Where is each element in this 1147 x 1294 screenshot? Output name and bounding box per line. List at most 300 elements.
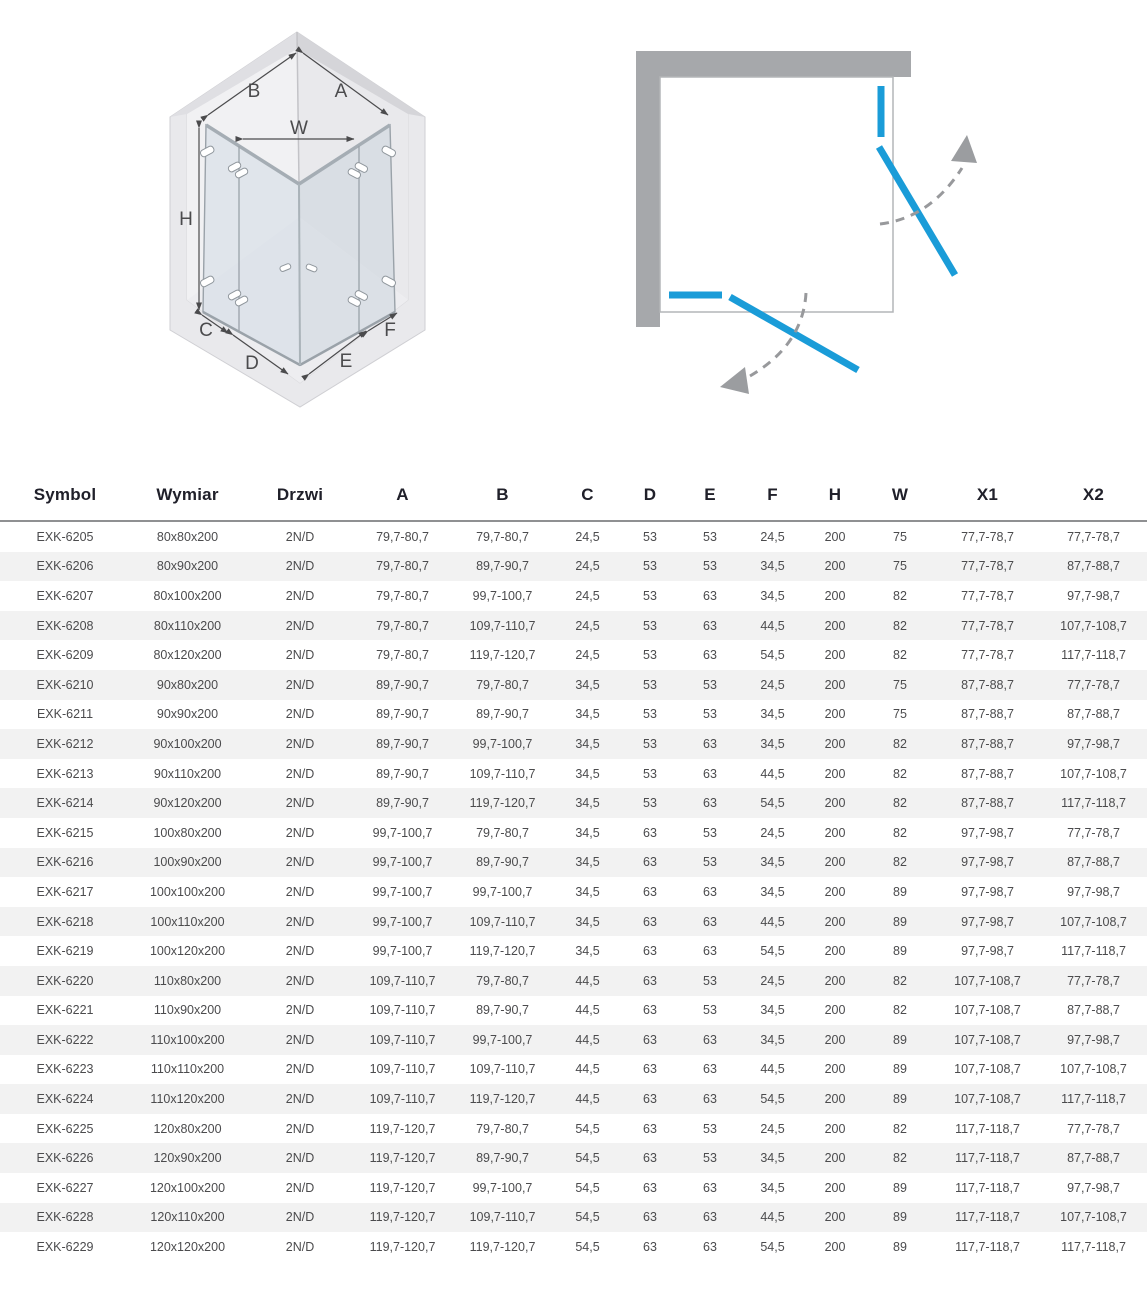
table-cell: 53 xyxy=(643,707,657,722)
table-cell: 89,7-90,7 xyxy=(376,766,429,781)
table-cell: 200 xyxy=(824,1032,846,1047)
table-cell: 34,5 xyxy=(760,1032,785,1047)
table-cell: 63 xyxy=(643,1151,657,1166)
table-cell: 79,7-80,7 xyxy=(476,529,529,544)
table-cell: 110x110x200 xyxy=(150,1062,225,1077)
table-cell: 109,7-110,7 xyxy=(469,914,536,929)
table-row xyxy=(0,1114,1147,1144)
table-cell: 63 xyxy=(703,1180,717,1195)
column-header-h: H xyxy=(805,470,865,521)
table-cell: 99,7-100,7 xyxy=(372,855,433,870)
table-cell: 34,5 xyxy=(575,884,600,899)
table-cell: 120x110x200 xyxy=(150,1210,225,1225)
table-cell: 87,7-88,7 xyxy=(961,796,1014,811)
table-cell: 54,5 xyxy=(760,796,785,811)
dim-label-b: B xyxy=(247,81,261,102)
table-cell: 53 xyxy=(643,529,657,544)
table-cell: 24,5 xyxy=(760,1121,785,1136)
table-cell: 110x120x200 xyxy=(150,1092,225,1107)
table-cell: 2N/D xyxy=(285,944,315,959)
table-cell: 200 xyxy=(824,1210,846,1225)
table-cell: EXK-6210 xyxy=(36,677,94,692)
table-cell: EXK-6214 xyxy=(36,796,94,811)
table-cell: 34,5 xyxy=(760,1151,785,1166)
table-cell: 97,7-98,7 xyxy=(961,944,1014,959)
table-row xyxy=(0,759,1147,789)
table-cell: 79,7-80,7 xyxy=(476,973,529,988)
table-cell: 79,7-80,7 xyxy=(376,648,429,663)
table-cell: 107,7-108,7 xyxy=(1060,1062,1127,1077)
table-cell: 24,5 xyxy=(760,973,785,988)
table-cell: 2N/D xyxy=(285,677,315,692)
table-cell: 82 xyxy=(893,1121,907,1136)
table-row xyxy=(0,611,1147,641)
table-row xyxy=(0,640,1147,670)
table-cell: 63 xyxy=(643,973,657,988)
table-cell: 109,7-110,7 xyxy=(369,1092,436,1107)
table-cell: 107,7-108,7 xyxy=(1060,914,1127,929)
table-cell: 77,7-78,7 xyxy=(1067,825,1120,840)
table-cell: 79,7-80,7 xyxy=(376,588,429,603)
table-cell: 109,7-110,7 xyxy=(469,1210,536,1225)
table-cell: 200 xyxy=(824,559,846,574)
table-cell: 53 xyxy=(643,677,657,692)
table-cell: 53 xyxy=(643,559,657,574)
table-cell: 200 xyxy=(824,1180,846,1195)
dim-label-w: W xyxy=(290,118,308,139)
table-cell: 53 xyxy=(703,677,717,692)
table-cell: 200 xyxy=(824,914,846,929)
table-cell: 79,7-80,7 xyxy=(376,529,429,544)
table-cell: 79,7-80,7 xyxy=(376,618,429,633)
table-cell: 99,7-100,7 xyxy=(372,944,433,959)
glass-elements xyxy=(669,86,955,370)
corner-walls xyxy=(636,51,911,327)
table-cell: 34,5 xyxy=(760,707,785,722)
table-cell: 80x100x200 xyxy=(153,588,222,603)
table-cell: EXK-6208 xyxy=(36,618,94,633)
table-cell: 97,7-98,7 xyxy=(961,855,1014,870)
table-cell: 53 xyxy=(643,736,657,751)
table-cell: 44,5 xyxy=(575,1062,600,1077)
table-row xyxy=(0,996,1147,1026)
table-cell: 63 xyxy=(703,1210,717,1225)
table-cell: 89 xyxy=(893,884,907,899)
table-cell: 109,7-110,7 xyxy=(369,973,436,988)
table-cell: 200 xyxy=(824,944,846,959)
table-cell: 44,5 xyxy=(575,1003,600,1018)
table-cell: 119,7-120,7 xyxy=(469,796,536,811)
table-cell: 2N/D xyxy=(285,1180,315,1195)
table-cell: 80x120x200 xyxy=(153,648,222,663)
table-cell: 2N/D xyxy=(285,618,315,633)
table-row xyxy=(0,848,1147,878)
table-cell: 77,7-78,7 xyxy=(961,529,1014,544)
table-cell: 99,7-100,7 xyxy=(372,825,433,840)
table-cell: 90x80x200 xyxy=(156,677,219,692)
table-cell: 63 xyxy=(703,1092,717,1107)
table-cell: 63 xyxy=(703,736,717,751)
swing-arrow-right-icon xyxy=(951,135,977,163)
table-cell: 2N/D xyxy=(285,529,315,544)
table-cell: 63 xyxy=(643,944,657,959)
table-cell: EXK-6225 xyxy=(36,1121,94,1136)
column-header-x1: X1 xyxy=(935,470,1040,521)
table-cell: 200 xyxy=(824,973,846,988)
table-cell: 2N/D xyxy=(285,1092,315,1107)
table-cell: 97,7-98,7 xyxy=(1067,736,1120,751)
table-cell: 2N/D xyxy=(285,855,315,870)
table-cell: 53 xyxy=(643,648,657,663)
table-cell: EXK-6205 xyxy=(36,529,94,544)
table-cell: 79,7-80,7 xyxy=(476,825,529,840)
table-cell: EXK-6227 xyxy=(36,1180,94,1195)
table-cell: 54,5 xyxy=(760,944,785,959)
table-cell: 89,7-90,7 xyxy=(376,677,429,692)
table-cell: 87,7-88,7 xyxy=(1067,855,1120,870)
table-cell: 99,7-100,7 xyxy=(372,884,433,899)
table-cell: EXK-6220 xyxy=(36,973,94,988)
table-cell: 34,5 xyxy=(575,707,600,722)
table-cell: 82 xyxy=(893,973,907,988)
table-cell: EXK-6206 xyxy=(36,559,94,574)
table-cell: 117,7-118,7 xyxy=(955,1210,1020,1225)
table-cell: 119,7-120,7 xyxy=(469,648,536,663)
table-cell: 44,5 xyxy=(760,618,785,633)
table-cell: 200 xyxy=(824,736,846,751)
table-cell: 2N/D xyxy=(285,1121,315,1136)
table-cell: 24,5 xyxy=(760,529,785,544)
table-cell: 97,7-98,7 xyxy=(1067,1180,1120,1195)
table-cell: 34,5 xyxy=(760,1003,785,1018)
table-cell: 89,7-90,7 xyxy=(476,559,529,574)
table-cell: EXK-6221 xyxy=(36,1003,94,1018)
table-cell: 109,7-110,7 xyxy=(369,1032,436,1047)
table-cell: 24,5 xyxy=(760,825,785,840)
table-cell: 120x100x200 xyxy=(149,1180,226,1195)
table-cell: 24,5 xyxy=(575,559,600,574)
table-cell: 200 xyxy=(824,707,846,722)
table-cell: 63 xyxy=(703,1032,717,1047)
table-cell: 119,7-120,7 xyxy=(369,1240,436,1255)
table-cell: 99,7-100,7 xyxy=(372,914,433,929)
table-cell: 87,7-88,7 xyxy=(961,707,1014,722)
shower-enclosure-isometric-diagram xyxy=(120,25,520,455)
table-cell: 2N/D xyxy=(285,648,315,663)
table-cell: 2N/D xyxy=(285,766,315,781)
table-cell: 2N/D xyxy=(285,736,315,751)
table-cell: 53 xyxy=(703,855,717,870)
table-cell: 200 xyxy=(824,796,846,811)
table-header-row xyxy=(0,470,1147,521)
table-cell: 200 xyxy=(824,825,846,840)
table-cell: 82 xyxy=(893,588,907,603)
table-cell: 53 xyxy=(703,559,717,574)
table-cell: 200 xyxy=(824,884,846,899)
table-cell: 2N/D xyxy=(285,884,315,899)
table-cell: 77,7-78,7 xyxy=(961,648,1014,663)
table-cell: 99,7-100,7 xyxy=(472,588,533,603)
table-cell: 34,5 xyxy=(760,855,785,870)
table-cell: 63 xyxy=(703,796,717,811)
column-header-w: W xyxy=(865,470,935,521)
table-cell: 2N/D xyxy=(285,559,315,574)
table-cell: 63 xyxy=(643,1032,657,1047)
table-cell: 53 xyxy=(643,766,657,781)
table-cell: 107,7-108,7 xyxy=(1060,1210,1127,1225)
column-header-c: C xyxy=(555,470,620,521)
table-cell: 97,7-98,7 xyxy=(1067,588,1120,603)
table-cell: 63 xyxy=(703,618,717,633)
table-cell: 117,7-118,7 xyxy=(955,1121,1020,1136)
table-cell: EXK-6209 xyxy=(36,648,94,663)
table-row xyxy=(0,877,1147,907)
table-cell: 79,7-80,7 xyxy=(476,1121,529,1136)
table-cell: 119,7-120,7 xyxy=(369,1210,436,1225)
table-row xyxy=(0,1232,1147,1262)
dim-label-e: E xyxy=(339,351,353,372)
table-cell: 87,7-88,7 xyxy=(961,677,1014,692)
table-cell: 34,5 xyxy=(575,914,600,929)
table-cell: 89,7-90,7 xyxy=(476,855,529,870)
table-cell: 87,7-88,7 xyxy=(961,766,1014,781)
table-cell: 117,7-118,7 xyxy=(1061,796,1126,811)
table-cell: 200 xyxy=(824,766,846,781)
table-cell: EXK-6212 xyxy=(36,736,94,751)
table-cell: 82 xyxy=(893,825,907,840)
table-cell: 77,7-78,7 xyxy=(1067,677,1120,692)
table-cell: 54,5 xyxy=(760,648,785,663)
table-cell: 63 xyxy=(643,1240,657,1255)
table-cell: EXK-6216 xyxy=(36,855,94,870)
door-bottom-open xyxy=(730,297,858,370)
swing-arrow-bottom-icon xyxy=(720,367,749,394)
table-cell: 54,5 xyxy=(760,1240,785,1255)
table-cell: 44,5 xyxy=(760,1062,785,1077)
table-cell: EXK-6219 xyxy=(36,944,94,959)
table-cell: 53 xyxy=(643,796,657,811)
table-cell: 77,7-78,7 xyxy=(961,588,1014,603)
table-cell: 100x120x200 xyxy=(149,944,226,959)
table-cell: 120x120x200 xyxy=(149,1240,226,1255)
table-cell: EXK-6226 xyxy=(36,1151,94,1166)
table-cell: 89,7-90,7 xyxy=(476,707,529,722)
table-cell: 87,7-88,7 xyxy=(1067,1003,1120,1018)
table-cell: 75 xyxy=(893,707,907,722)
dim-label-f: F xyxy=(384,320,396,341)
table-cell: 75 xyxy=(893,677,907,692)
table-cell: 109,7-110,7 xyxy=(469,618,536,633)
table-cell: 200 xyxy=(824,855,846,870)
table-cell: 89,7-90,7 xyxy=(376,796,429,811)
table-cell: 2N/D xyxy=(285,588,315,603)
table-cell: 54,5 xyxy=(575,1180,600,1195)
table-cell: 53 xyxy=(703,529,717,544)
table-cell: 2N/D xyxy=(285,796,315,811)
table-cell: 2N/D xyxy=(285,973,315,988)
table-cell: 63 xyxy=(643,1062,657,1077)
table-cell: 97,7-98,7 xyxy=(1067,1032,1120,1047)
table-cell: 24,5 xyxy=(760,677,785,692)
swing-arcs xyxy=(750,168,962,376)
table-cell: 63 xyxy=(703,1240,717,1255)
table-cell: 34,5 xyxy=(760,559,785,574)
table-cell: 99,7-100,7 xyxy=(472,884,533,899)
table-cell: 89 xyxy=(893,1062,907,1077)
table-cell: EXK-6224 xyxy=(36,1092,94,1107)
dim-label-h: H xyxy=(179,209,193,230)
table-cell: 34,5 xyxy=(760,884,785,899)
table-cell: 89,7-90,7 xyxy=(376,707,429,722)
table-cell: EXK-6215 xyxy=(36,825,94,840)
table-cell: 34,5 xyxy=(575,825,600,840)
table-cell: 63 xyxy=(643,825,657,840)
table-cell: 100x100x200 xyxy=(149,884,226,899)
table-cell: 24,5 xyxy=(575,618,600,633)
table-row xyxy=(0,936,1147,966)
table-cell: 119,7-120,7 xyxy=(369,1180,436,1195)
table-cell: 200 xyxy=(824,1003,846,1018)
table-cell: 119,7-120,7 xyxy=(469,1240,536,1255)
table-cell: 117,7-118,7 xyxy=(1061,648,1126,663)
table-cell: 89 xyxy=(893,1032,907,1047)
table-cell: 87,7-88,7 xyxy=(1067,559,1120,574)
table-cell: 89,7-90,7 xyxy=(476,1003,529,1018)
table-cell: 63 xyxy=(703,1062,717,1077)
table-cell: 77,7-78,7 xyxy=(961,618,1014,633)
table-cell: 63 xyxy=(643,855,657,870)
table-cell: 34,5 xyxy=(760,588,785,603)
table-cell: 63 xyxy=(703,648,717,663)
table-row xyxy=(0,818,1147,848)
table-cell: 107,7-108,7 xyxy=(954,1062,1021,1077)
table-cell: 77,7-78,7 xyxy=(1067,973,1120,988)
table-row xyxy=(0,1143,1147,1173)
table-cell: 82 xyxy=(893,796,907,811)
table-cell: 89 xyxy=(893,1092,907,1107)
table-cell: 77,7-78,7 xyxy=(1067,529,1120,544)
table-cell: 53 xyxy=(703,707,717,722)
table-cell: 117,7-118,7 xyxy=(1061,1092,1126,1107)
table-row xyxy=(0,1055,1147,1085)
table-cell: 89 xyxy=(893,1240,907,1255)
table-row xyxy=(0,700,1147,730)
table-cell: 89 xyxy=(893,1180,907,1195)
table-cell: 63 xyxy=(643,1092,657,1107)
table-cell: 2N/D xyxy=(285,1151,315,1166)
table-cell: 44,5 xyxy=(760,1210,785,1225)
table-cell: 2N/D xyxy=(285,1003,315,1018)
table-cell: 99,7-100,7 xyxy=(472,736,533,751)
table-row xyxy=(0,1173,1147,1203)
column-header-wymiar: Wymiar xyxy=(130,470,245,521)
table-row xyxy=(0,552,1147,582)
table-cell: 82 xyxy=(893,648,907,663)
table-cell: 109,7-110,7 xyxy=(469,766,536,781)
column-header-d: D xyxy=(620,470,680,521)
table-cell: EXK-6217 xyxy=(36,884,94,899)
table-cell: 89,7-90,7 xyxy=(376,736,429,751)
table-cell: 99,7-100,7 xyxy=(472,1180,533,1195)
table-cell: 63 xyxy=(643,884,657,899)
table-cell: 89 xyxy=(893,944,907,959)
table-row xyxy=(0,788,1147,818)
door-swing-top-view-diagram xyxy=(610,40,1030,420)
table-cell: 53 xyxy=(703,973,717,988)
table-cell: 54,5 xyxy=(575,1121,600,1136)
table-row xyxy=(0,1084,1147,1114)
table-cell: 200 xyxy=(824,618,846,633)
table-cell: 2N/D xyxy=(285,825,315,840)
table-cell: 24,5 xyxy=(575,529,600,544)
column-header-e: E xyxy=(680,470,740,521)
table-cell: 34,5 xyxy=(575,944,600,959)
column-header-a: A xyxy=(355,470,450,521)
table-cell: 44,5 xyxy=(760,914,785,929)
table-cell: 100x110x200 xyxy=(150,914,225,929)
table-cell: 2N/D xyxy=(285,914,315,929)
table-cell: 87,7-88,7 xyxy=(1067,707,1120,722)
table-row xyxy=(0,581,1147,611)
table-cell: 53 xyxy=(703,825,717,840)
table-row xyxy=(0,729,1147,759)
table-cell: 100x90x200 xyxy=(153,855,222,870)
table-cell: 117,7-118,7 xyxy=(955,1240,1020,1255)
table-cell: 63 xyxy=(643,1210,657,1225)
column-header-symbol: Symbol xyxy=(0,470,130,521)
table-cell: 109,7-110,7 xyxy=(369,1003,436,1018)
table-cell: 80x110x200 xyxy=(153,618,222,633)
table-row xyxy=(0,670,1147,700)
table-cell: EXK-6229 xyxy=(36,1240,94,1255)
table-cell: EXK-6207 xyxy=(36,588,94,603)
table-cell: 24,5 xyxy=(575,588,600,603)
table-cell: 97,7-98,7 xyxy=(961,825,1014,840)
table-cell: 54,5 xyxy=(760,1092,785,1107)
dim-label-d: D xyxy=(245,353,259,374)
table-cell: 34,5 xyxy=(760,1180,785,1195)
table-cell: 90x100x200 xyxy=(153,736,222,751)
table-cell: 107,7-108,7 xyxy=(954,1092,1021,1107)
enclosure-footprint xyxy=(660,77,893,312)
dim-label-c: C xyxy=(199,320,213,341)
table-cell: 90x120x200 xyxy=(153,796,222,811)
table-cell: 100x80x200 xyxy=(153,825,222,840)
table-cell: EXK-6218 xyxy=(36,914,94,929)
table-cell: 63 xyxy=(643,1121,657,1136)
table-cell: 53 xyxy=(643,588,657,603)
table-cell: 200 xyxy=(824,588,846,603)
table-cell: 200 xyxy=(824,677,846,692)
table-cell: 200 xyxy=(824,1240,846,1255)
table-cell: 117,7-118,7 xyxy=(1061,1240,1126,1255)
table-cell: 89,7-90,7 xyxy=(476,1151,529,1166)
table-cell: 44,5 xyxy=(575,1032,600,1047)
table-cell: 119,7-120,7 xyxy=(369,1121,436,1136)
table-cell: 90x110x200 xyxy=(153,766,222,781)
table-cell: 75 xyxy=(893,529,907,544)
table-cell: 89 xyxy=(893,1210,907,1225)
table-cell: EXK-6211 xyxy=(36,707,94,722)
table-cell: 2N/D xyxy=(285,1032,315,1047)
table-cell: 200 xyxy=(824,529,846,544)
table-cell: 75 xyxy=(893,559,907,574)
table-cell: 82 xyxy=(893,766,907,781)
table-cell: 109,7-110,7 xyxy=(369,1062,436,1077)
table-cell: 200 xyxy=(824,1151,846,1166)
table-cell: 77,7-78,7 xyxy=(1067,1121,1120,1136)
table-cell: 34,5 xyxy=(575,796,600,811)
